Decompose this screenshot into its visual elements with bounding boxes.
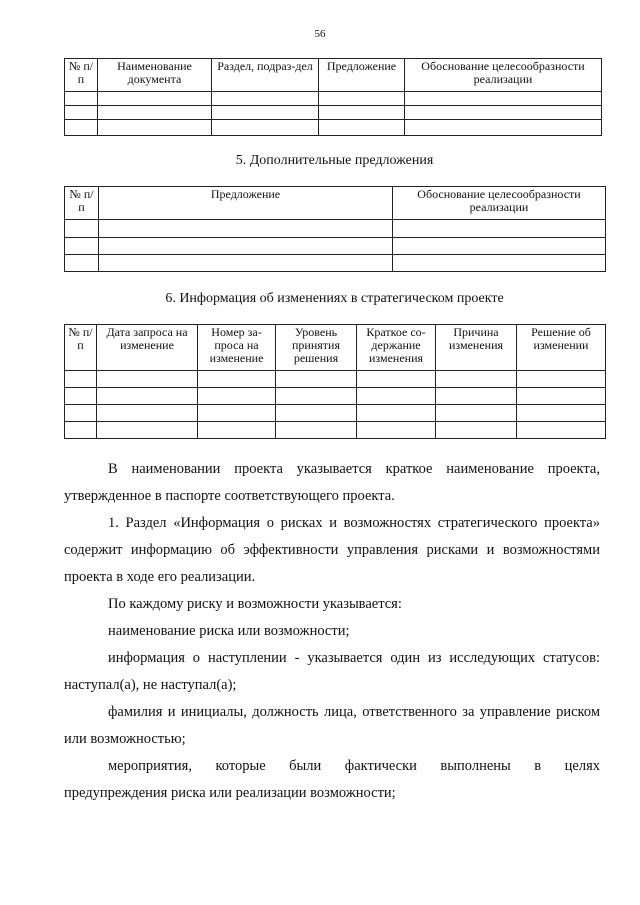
paragraph-project-name: В наименовании проекта указывается краткое наименование проекта, утвержденное в паспорте соответствующего проекта.: [64, 461, 600, 504]
header-request-date: Дата запроса на изменение: [97, 325, 198, 371]
page-number: 56: [314, 28, 326, 40]
table-row: [65, 92, 602, 106]
header-request-number: Номер за-проса на изменение: [198, 325, 276, 371]
paragraph-responsible-person: фамилия и инициалы, должность лица, ответственного за управление риском или возможностью;: [64, 704, 600, 747]
paragraph-measures-line2: предупреждения риска или реализации возможности;: [64, 785, 396, 801]
strategic-project-changes-table: [64, 324, 606, 439]
header-justification: Обоснование целесообразности реализации: [405, 59, 602, 92]
table-row: [65, 120, 602, 136]
table-row: [65, 238, 606, 255]
table-row: [65, 405, 606, 422]
section-6-title: 6. Информация об изменениях в стратегическом проекте: [165, 291, 504, 306]
header-number: № п/п: [65, 59, 98, 92]
paragraph-occurrence-info: информация о наступлении - указывается один из исследующих статусов: наступал(а), не наступал(а);: [64, 650, 600, 693]
header-proposal: Предложение: [319, 59, 405, 92]
table-row: [65, 388, 606, 405]
header-document-name: Наименование документа: [98, 59, 212, 92]
paragraph-risks-section: 1. Раздел «Информация о рисках и возможностях стратегического проекта» содержит информацию об эффективности управления рисками и возможностями проекта в ходе его реализации.: [64, 515, 600, 585]
header-decision-level: Уровень принятия решения: [276, 325, 357, 371]
table-row: [65, 371, 606, 388]
header-summary: Краткое со-держание изменения: [357, 325, 436, 371]
table-row: [65, 220, 606, 238]
header-section: Раздел, подраз-дел: [212, 59, 319, 92]
paragraph-measures-line1: мероприятия, которые были фактически выполнены в целях: [108, 758, 600, 774]
table-row: [65, 422, 606, 439]
paragraph-risk-name: наименование риска или возможности;: [108, 623, 350, 639]
header-number: № п/п: [65, 187, 99, 220]
paragraph-per-risk: По каждому риску и возможности указывается:: [108, 596, 402, 612]
header-proposal: Предложение: [99, 187, 393, 220]
header-justification: Обоснование целесообразности реализации: [393, 187, 606, 220]
header-number: № п/п: [65, 325, 97, 371]
header-reason: Причина изменения: [436, 325, 517, 371]
additional-proposals-table: [64, 186, 606, 272]
section-5-title: 5. Дополнительные предложения: [235, 153, 434, 168]
table-row: [65, 106, 602, 120]
table-row: [65, 255, 606, 272]
documents-proposals-table: [64, 58, 602, 136]
header-decision: Решение об изменении: [517, 325, 606, 371]
